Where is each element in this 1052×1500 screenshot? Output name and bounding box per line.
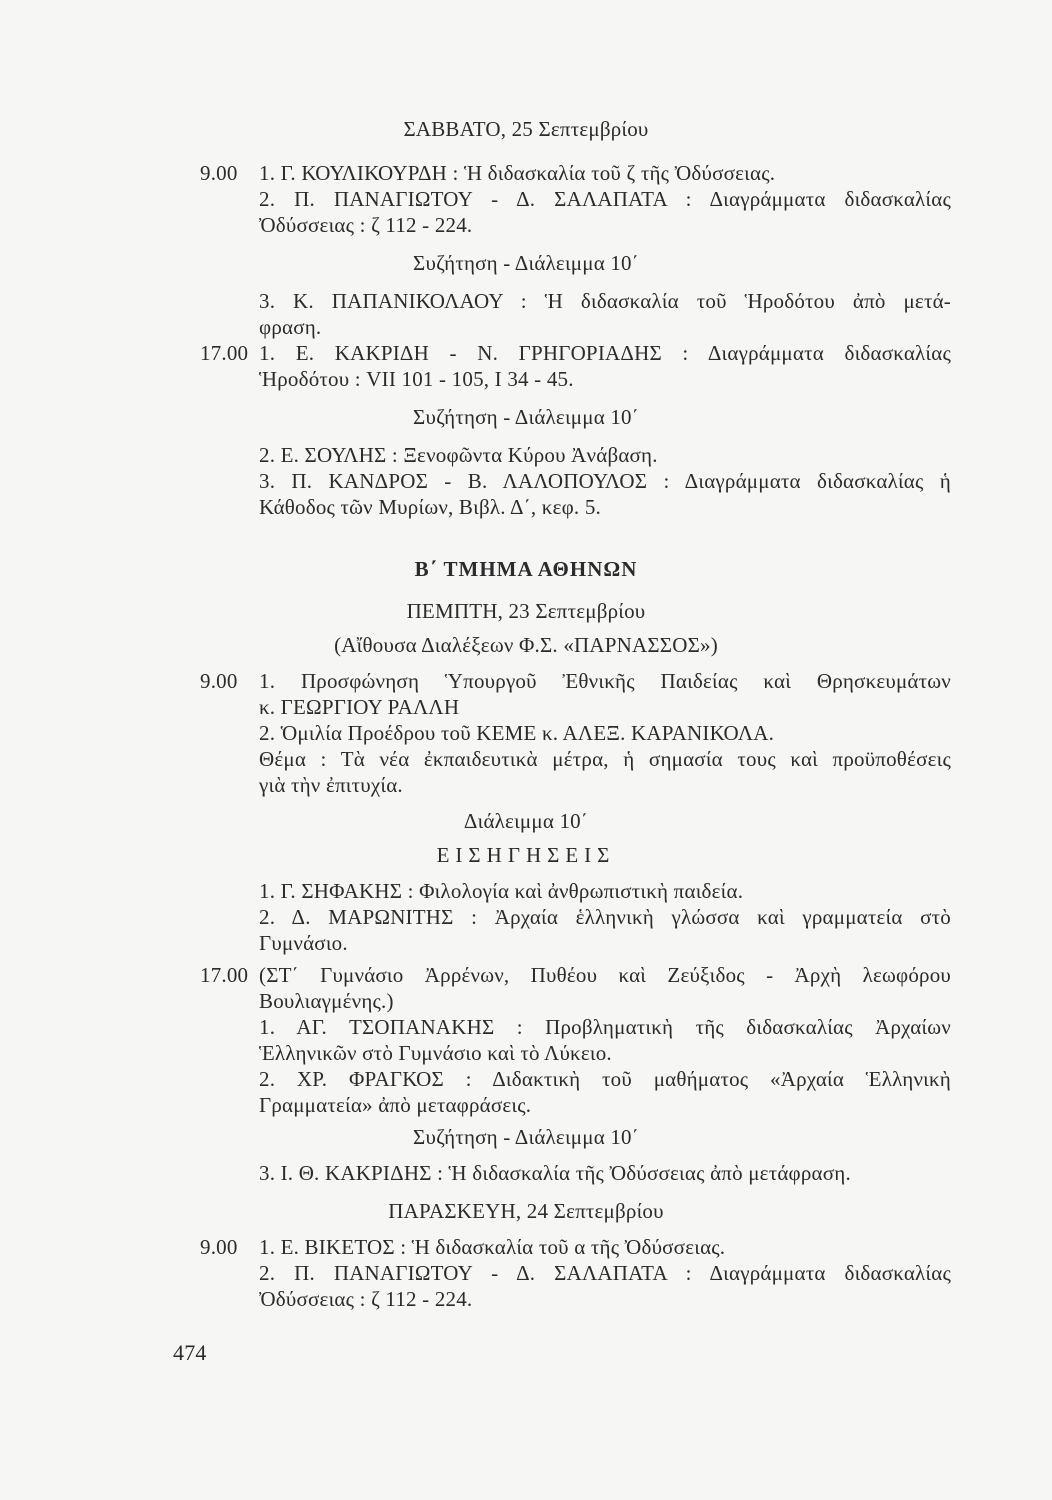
agenda-item-continuation: κ. ΓΕΩΡΓΙΟΥ ΡΑΛΛΗ (259, 695, 460, 719)
agenda-item: 1. Ε. ΚΑΚΡΙΔΗ - Ν. ΓΡΗΓΟΡΙΑΔΗΣ : Διαγράμματα διδασκαλίας (259, 341, 951, 365)
agenda-item: 3. Π. ΚΑΝΔΡΟΣ - Β. ΛΑΛΟΠΟΥΛΟΣ : Διαγράμματα διδασκαλίας ἡ (259, 469, 951, 493)
time-label: 9.00 (200, 669, 238, 693)
agenda-item-continuation: Ἑλληνικῶν στὸ Γυμνάσιο καὶ τὸ Λύκειο. (259, 1041, 612, 1065)
agenda-item: 2. ΧΡ. ΦΡΑΓΚΟΣ : Διδακτικὴ τοῦ μαθήματος «Ἀρχαία Ἑλληνικὴ (259, 1067, 951, 1091)
agenda-item-continuation: φραση. (259, 315, 322, 339)
agenda-item: 2. Ε. ΣΟΥΛΗΣ : Ξενοφῶντα Κύρου Ἀνάβαση. (259, 443, 658, 467)
venue-label: (Αἴθουσα Διαλέξεων Φ.Σ. «ΠΑΡΝΑΣΣΟΣ») (334, 633, 718, 657)
agenda-item-continuation: Ὀδύσσειας : ζ 112 - 224. (259, 1287, 473, 1311)
agenda-item-continuation: Θέμα : Τὰ νέα ἐκπαιδευτικὰ μέτρα, ἡ σημασία τους καὶ προϋποθέσεις (259, 747, 951, 771)
agenda-item-continuation: Ἡροδότου : VII 101 - 105, I 34 - 45. (259, 367, 574, 391)
agenda-item: 1. Προσφώνηση Ὑπουργοῦ Ἐθνικῆς Παιδείας καὶ Θρησκευμάτων (259, 669, 951, 693)
time-label: 17.00 (200, 341, 249, 365)
venue-label: (ΣΤ΄ Γυμνάσιο Ἀρρένων, Πυθέου καὶ Ζεύξιδος - Ἀρχὴ λεωφόρου (259, 963, 951, 987)
agenda-item-continuation: Ὀδύσσειας : ζ 112 - 224. (259, 213, 473, 237)
time-label: 9.00 (200, 1235, 238, 1259)
section-title: Β΄ ΤΜΗΜΑ ΑΘΗΝΩΝ (414, 557, 638, 581)
agenda-item: 2. Δ. ΜΑΡΩΝΙΤΗΣ : Ἀρχαία ἑλληνικὴ γλώσσα καὶ γραμματεία στὸ (259, 905, 951, 929)
agenda-item: 1. ΑΓ. ΤΣΟΠΑΝΑΚΗΣ : Προβληματικὴ τῆς διδασκαλίας Ἀρχαίων (259, 1015, 951, 1039)
agenda-item: 3. Κ. ΠΑΠΑΝΙΚΟΛΑΟΥ : Ἡ διδασκαλία τοῦ Ἡροδότου ἀπὸ μετά- (259, 289, 951, 313)
break-label: Συζήτηση - Διάλειμμα 10΄ (413, 251, 639, 275)
break-label: Διάλειμμα 10΄ (463, 809, 589, 833)
time-label: 9.00 (200, 161, 238, 185)
break-label: Συζήτηση - Διάλειμμα 10΄ (413, 405, 639, 429)
agenda-item: 2. Π. ΠΑΝΑΓΙΩΤΟΥ - Δ. ΣΑΛΑΠΑΤΑ : Διαγράμματα διδασκαλίας (259, 1261, 951, 1285)
day-heading-friday: ΠΑΡΑΣΚΕΥΗ, 24 Σεπτεμβρίου (388, 1199, 664, 1223)
day-heading-saturday: ΣΑΒΒΑΤΟ, 25 Σεπτεμβρίου (403, 117, 649, 141)
agenda-item: 3. Ι. Θ. ΚΑΚΡΙΔΗΣ : Ἡ διδασκαλία τῆς Ὀδύσσειας ἀπὸ μετάφραση. (259, 1161, 851, 1185)
day-heading-thursday: ΠΕΜΠΤΗ, 23 Σεπτεμβρίου (406, 599, 646, 623)
time-label: 17.00 (200, 963, 249, 987)
agenda-item: 1. Γ. ΣΗΦΑΚΗΣ : Φιλολογία καὶ ἀνθρωπιστικὴ παιδεία. (259, 879, 744, 903)
page-number: 474 (173, 1340, 207, 1365)
agenda-item-continuation: Γυμνάσιο. (259, 931, 348, 955)
break-label: Συζήτηση - Διάλειμμα 10΄ (413, 1125, 639, 1149)
agenda-item-continuation: Γραμματεία» ἀπὸ μεταφράσεις. (259, 1093, 532, 1117)
agenda-item-continuation: γιὰ τὴν ἐπιτυχία. (259, 773, 403, 797)
agenda-item-continuation: Κάθοδος τῶν Μυρίων, Βιβλ. Δ΄, κεφ. 5. (259, 495, 601, 519)
agenda-item: 1. Ε. ΒΙΚΕΤΟΣ : Ἡ διδασκαλία τοῦ α τῆς Ὀδύσσειας. (259, 1235, 726, 1259)
agenda-item: 2. Π. ΠΑΝΑΓΙΩΤΟΥ - Δ. ΣΑΛΑΠΑΤΑ : Διαγράμματα διδασκαλίας (259, 187, 951, 211)
venue-label-continuation: Βουλιαγμένης.) (259, 989, 394, 1013)
agenda-item: 2. Ὁμιλία Προέδρου τοῦ ΚΕΜΕ κ. ΑΛΕΞ. ΚΑΡΑΝΙΚΟΛΑ. (259, 721, 775, 745)
presentations-heading: ΕΙΣΗΓΗΣΕΙΣ (436, 843, 616, 867)
agenda-item: 1. Γ. ΚΟΥΛΙΚΟΥΡΔΗ : Ἡ διδασκαλία τοῦ ζ τῆς Ὀδύσσειας. (259, 161, 776, 185)
